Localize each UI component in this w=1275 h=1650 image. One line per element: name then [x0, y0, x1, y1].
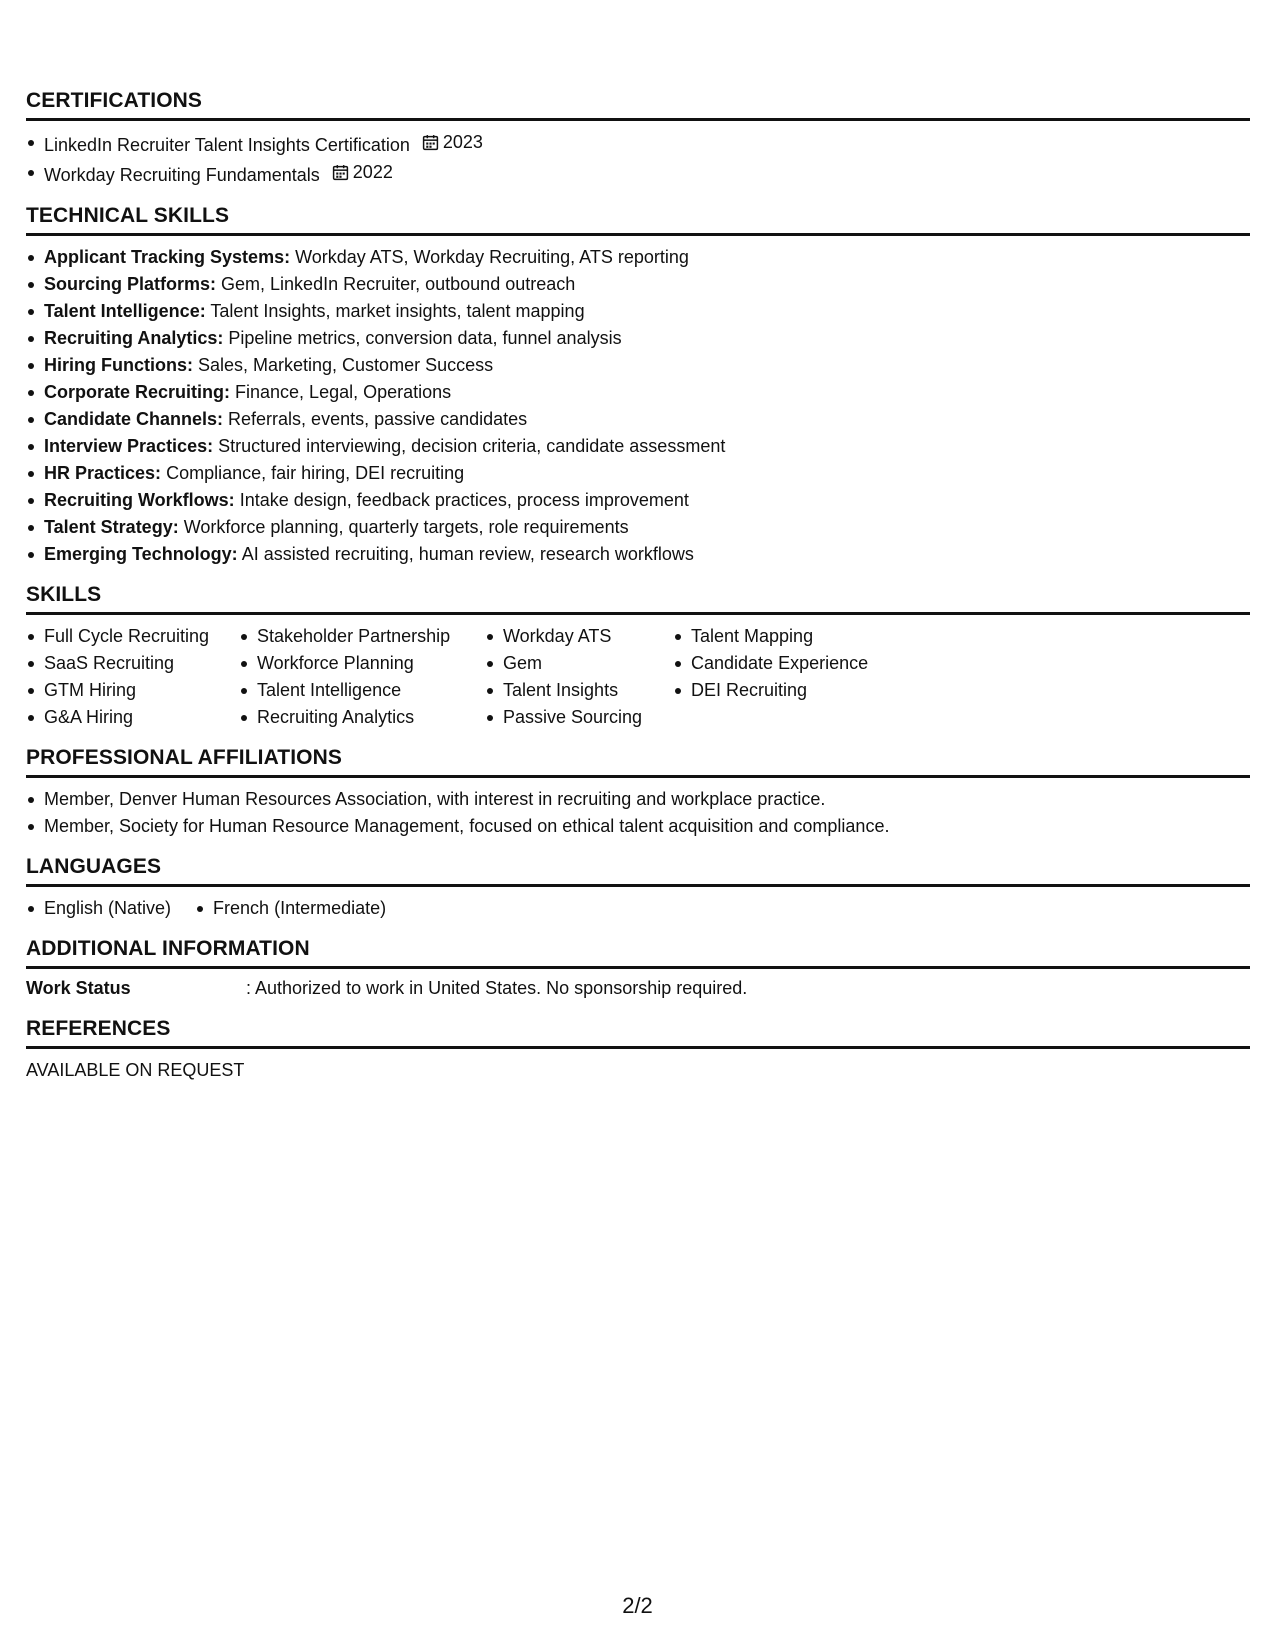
work-status-label: Work Status	[26, 978, 131, 998]
list-item	[26, 541, 1250, 568]
list-item	[26, 271, 1250, 298]
skill-category: Recruiting Workflows:	[44, 490, 235, 510]
languages-row	[26, 895, 1250, 922]
list-item: Stakeholder Partnership	[239, 623, 485, 650]
skills-column-2	[239, 623, 485, 731]
skill-category: Candidate Channels:	[44, 409, 224, 429]
skill-category: Recruiting Analytics:	[44, 328, 224, 348]
page-number: 2/2	[622, 1593, 653, 1618]
affiliations-list	[26, 786, 1250, 840]
affiliations-title: PROFESSIONAL AFFILIATIONS	[26, 745, 1250, 778]
list-item	[26, 379, 1250, 406]
additional-info-section	[26, 936, 1250, 1002]
certification-name: LinkedIn Recruiter Talent Insights Certification	[44, 135, 410, 155]
skill-detail: Talent Insights, market insights, talent mapping	[205, 301, 585, 321]
certifications-list	[26, 129, 1250, 189]
calendar-icon	[422, 134, 439, 151]
skill-category: Corporate Recruiting:	[44, 382, 231, 402]
list-item	[26, 514, 1250, 541]
list-item: Workday ATS	[485, 623, 673, 650]
list-item: Talent Mapping	[673, 623, 933, 650]
certification-year: 2022	[352, 162, 393, 182]
list-item: Member, Society for Human Resource Management, focused on ethical talent acquisition and compliance.	[26, 813, 1250, 840]
list-item	[26, 129, 1250, 159]
list-item: French (Intermediate)	[195, 895, 386, 922]
list-item	[26, 406, 1250, 433]
list-item: Passive Sourcing	[485, 704, 673, 731]
list-item	[26, 159, 1250, 189]
skills-column-1	[26, 623, 239, 731]
skill-category: Talent Strategy:	[44, 517, 179, 537]
work-status-row	[26, 975, 1250, 1002]
skill-category: Hiring Functions:	[44, 355, 193, 375]
list-item: Member, Denver Human Resources Association, with interest in recruiting and workplace practice.	[26, 786, 1250, 813]
resume-page	[26, 88, 1250, 1084]
certification-name: Workday Recruiting Fundamentals	[44, 165, 320, 185]
list-item: Recruiting Analytics	[239, 704, 485, 731]
references-text: AVAILABLE ON REQUEST	[26, 1060, 245, 1080]
list-item: Full Cycle Recruiting	[26, 623, 239, 650]
list-item: Workforce Planning	[239, 650, 485, 677]
skills-column-3	[485, 623, 673, 731]
languages-list	[26, 895, 410, 922]
list-item	[26, 487, 1250, 514]
references-title: REFERENCES	[26, 1016, 1250, 1049]
skill-category: Talent Intelligence:	[44, 301, 206, 321]
list-item: SaaS Recruiting	[26, 650, 239, 677]
technical-skills-section	[26, 203, 1250, 568]
skill-category: Interview Practices:	[44, 436, 214, 456]
skill-category: Sourcing Platforms:	[44, 274, 217, 294]
skill-category: Emerging Technology:	[44, 544, 238, 564]
work-status-value: : Authorized to work in United States. No sponsorship required.	[246, 978, 748, 998]
skill-detail: Sales, Marketing, Customer Success	[192, 355, 494, 375]
list-item: Talent Insights	[485, 677, 673, 704]
list-item: English (Native)	[26, 895, 171, 922]
list-item	[26, 460, 1250, 487]
list-item	[26, 352, 1250, 379]
skill-detail: Workforce planning, quarterly targets, role requirements	[178, 517, 629, 537]
skill-detail: AI assisted recruiting, human review, research workflows	[237, 544, 694, 564]
list-item: DEI Recruiting	[673, 677, 933, 704]
skill-category: Applicant Tracking Systems:	[44, 247, 291, 267]
list-item	[26, 298, 1250, 325]
references-section	[26, 1016, 1250, 1084]
additional-info-title: ADDITIONAL INFORMATION	[26, 936, 1250, 969]
skill-category: HR Practices:	[44, 463, 162, 483]
skill-detail: Intake design, feedback practices, process improvement	[234, 490, 689, 510]
skill-detail: Structured interviewing, decision criteria, candidate assessment	[213, 436, 726, 456]
skill-detail: Referrals, events, passive candidates	[223, 409, 528, 429]
list-item: Gem	[485, 650, 673, 677]
certifications-title: CERTIFICATIONS	[26, 88, 1250, 121]
calendar-icon	[332, 164, 349, 181]
list-item	[26, 325, 1250, 352]
affiliations-section	[26, 745, 1250, 840]
list-item: Talent Intelligence	[239, 677, 485, 704]
skill-detail: Finance, Legal, Operations	[230, 382, 452, 402]
languages-section	[26, 854, 1250, 922]
list-item: G&A Hiring	[26, 704, 239, 731]
list-item	[26, 244, 1250, 271]
skill-detail: Compliance, fair hiring, DEI recruiting	[161, 463, 465, 483]
list-item: GTM Hiring	[26, 677, 239, 704]
skill-detail: Pipeline metrics, conversion data, funnel analysis	[223, 328, 622, 348]
skills-title: SKILLS	[26, 582, 1250, 615]
skills-column-4	[673, 623, 933, 731]
skill-detail: Workday ATS, Workday Recruiting, ATS reporting	[290, 247, 689, 267]
skills-grid	[26, 623, 1250, 731]
technical-skills-title: TECHNICAL SKILLS	[26, 203, 1250, 236]
certifications-section	[26, 88, 1250, 189]
skill-detail: Gem, LinkedIn Recruiter, outbound outreach	[216, 274, 576, 294]
languages-title: LANGUAGES	[26, 854, 1250, 887]
technical-skills-list	[26, 244, 1250, 568]
certification-date	[332, 159, 393, 186]
skills-section	[26, 582, 1250, 731]
list-item: Candidate Experience	[673, 650, 933, 677]
certification-date	[422, 129, 483, 156]
certification-year: 2023	[442, 132, 483, 152]
list-item	[26, 433, 1250, 460]
